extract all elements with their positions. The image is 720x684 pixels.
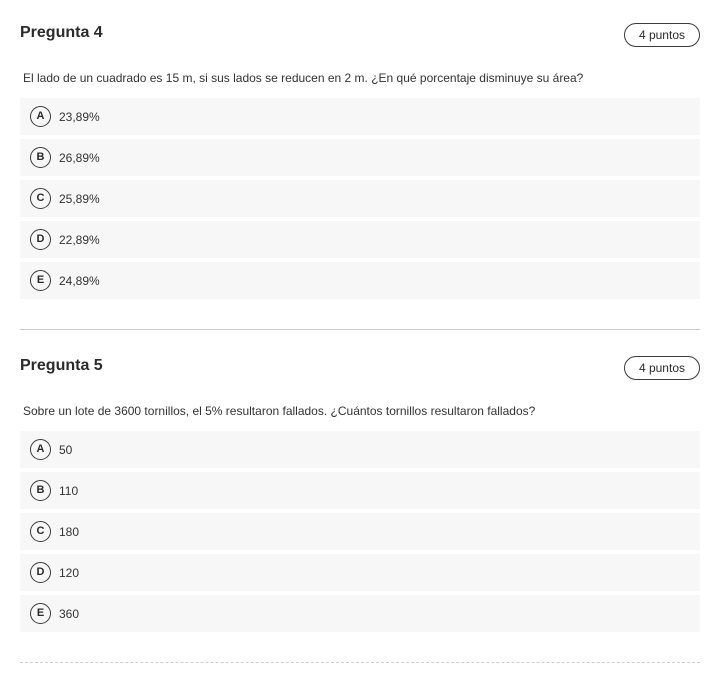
option-d[interactable] [20, 554, 700, 591]
options-list [20, 98, 700, 299]
points-badge: 4 puntos [624, 356, 700, 380]
option-a[interactable] [20, 98, 700, 135]
option-c[interactable] [20, 513, 700, 550]
options-list [20, 431, 700, 632]
option-b[interactable] [20, 472, 700, 509]
option-letter-badge: E [30, 603, 51, 624]
option-label: 50 [59, 442, 73, 457]
option-b[interactable] [20, 139, 700, 176]
question-title: Pregunta 4 [20, 24, 103, 41]
option-letter-badge: E [30, 270, 51, 291]
option-letter-badge: D [30, 229, 51, 250]
option-label: 110 [59, 483, 79, 498]
option-letter-badge: B [30, 147, 51, 168]
option-e[interactable] [20, 595, 700, 632]
option-letter-badge: B [30, 480, 51, 501]
option-d[interactable] [20, 221, 700, 258]
option-a[interactable] [20, 431, 700, 468]
question-4 [20, 20, 700, 303]
option-label: 180 [59, 524, 80, 539]
option-c[interactable] [20, 180, 700, 217]
question-text: El lado de un cuadrado es 15 m, si sus lados se reducen en 2 m. ¿En qué porcentaje disminuye su área? [23, 71, 584, 85]
question-title: Pregunta 5 [20, 357, 103, 374]
option-label: 24,89% [59, 273, 100, 288]
question-header [20, 20, 700, 52]
option-label: 26,89% [59, 150, 100, 165]
option-letter-badge: C [30, 188, 51, 209]
option-label: 360 [59, 606, 80, 621]
option-e[interactable] [20, 262, 700, 299]
option-letter-badge: D [30, 562, 51, 583]
option-label: 22,89% [59, 232, 100, 247]
option-letter-badge: C [30, 521, 51, 542]
option-letter-badge: A [30, 106, 51, 127]
option-label: 25,89% [59, 191, 100, 206]
points-badge: 4 puntos [624, 23, 700, 47]
section-divider [20, 329, 700, 330]
section-divider-dashed [20, 662, 700, 663]
option-label: 23,89% [59, 109, 100, 124]
question-header [20, 353, 700, 385]
question-text: Sobre un lote de 3600 tornillos, el 5% resultaron fallados. ¿Cuántos tornillos resultaron fallados? [23, 404, 536, 418]
option-label: 120 [59, 565, 80, 580]
option-letter-badge: A [30, 439, 51, 460]
question-5 [20, 353, 700, 636]
